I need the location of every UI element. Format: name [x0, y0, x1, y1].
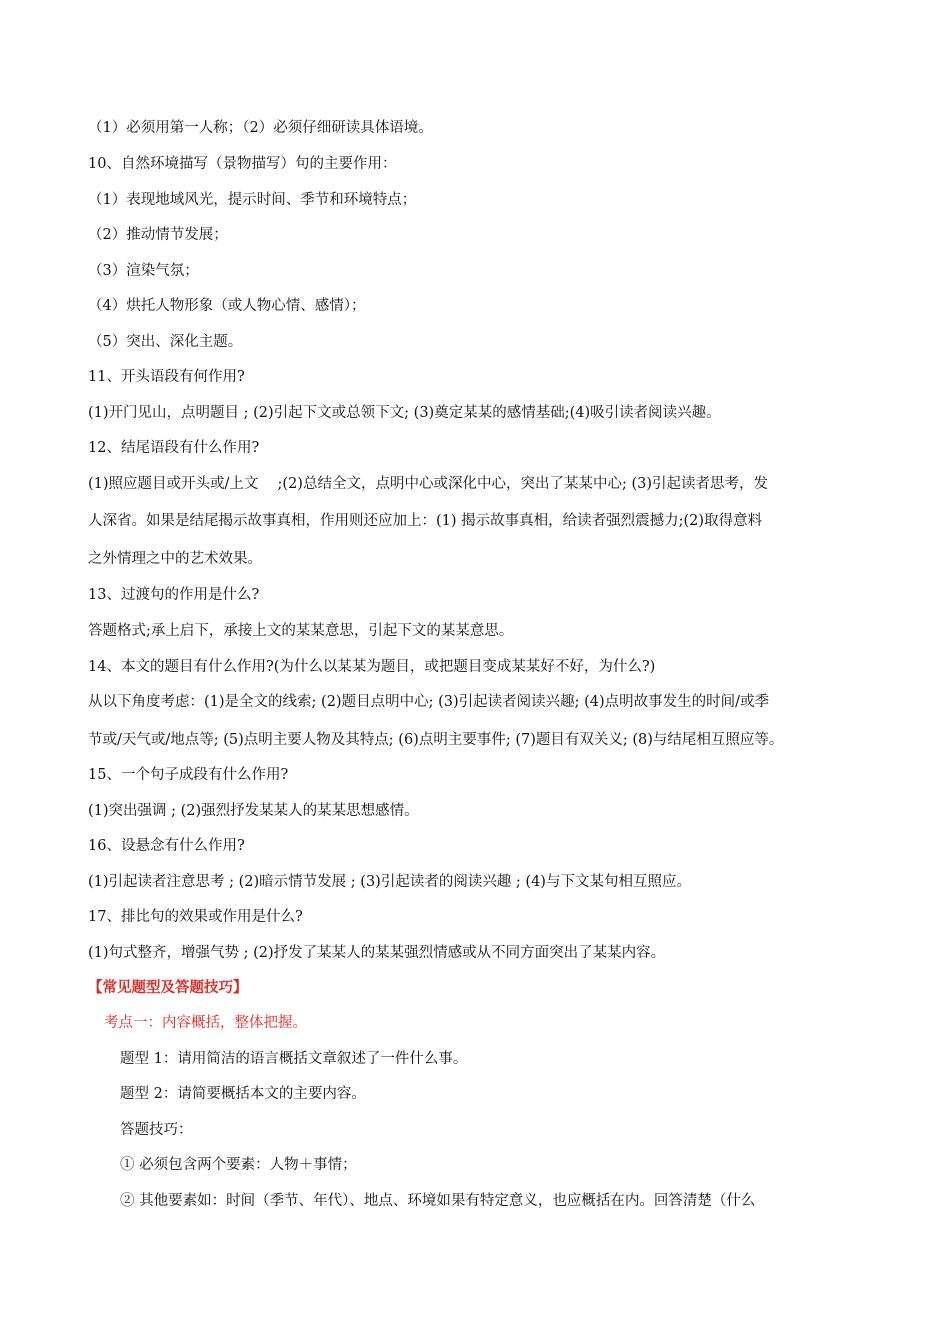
answer-tip-1: ① 必须包含两个要素：人物＋事情；: [120, 1157, 357, 1173]
text-line-9: (1)开门见山，点明题目 ; (2)引起下文或总领下文; (3)奠定某某的感情基础;(4)吸引读者阅读兴趣。: [88, 405, 721, 421]
text-line-17: 从以下角度考虑：(1)是全文的线索; (2)题目点明中心; (3)引起读者阅读兴趣; (4)点明故事发生的时间/或季: [88, 694, 770, 710]
section-heading-question-types: 【常见题型及答题技巧】: [88, 979, 248, 996]
heading-11: 11、开头语段有何作用?: [88, 369, 245, 385]
text-line-4: （2）推动情节发展；: [88, 227, 228, 243]
heading-16: 16、设悬念有什么作用?: [88, 838, 245, 854]
text-line-13: 之外情理之中的艺术效果。: [88, 551, 262, 567]
text-line-6: （4）烘托人物形象（或人物心情、感情）；: [88, 298, 366, 314]
text-line-20: (1)突出强调 ; (2)强烈抒发某某人的某某思想感情。: [88, 803, 419, 819]
heading-13: 13、过渡句的作用是什么?: [88, 587, 260, 603]
text-line-12: 人深省。如果是结尾揭示故事真相，作用则还应加上：(1) 揭示故事真相，给读者强烈震撼力;(2)取得意料: [88, 513, 763, 529]
text-line-7: （5）突出、深化主题。: [88, 334, 243, 350]
text-line-11: (1)照应题目或开头或/上文 ;(2)总结全文，点明中心或深化中心，突出了某某中心; (3)引起读者思考，发: [88, 476, 768, 492]
heading-14: 14、本文的题目有什么作用?(为什么以某某为题目，或把题目变成某某好不好，为什么?): [88, 659, 656, 675]
heading-12: 12、结尾语段有什么作用?: [88, 440, 260, 456]
text-line-22: (1)引起读者注意思考 ; (2)暗示情节发展 ; (3)引起读者的阅读兴趣 ; (4)与下文某句相互照应。: [88, 874, 691, 890]
question-type-1: 题型 1：请用简洁的语言概括文章叙述了一件什么事。: [120, 1051, 468, 1067]
heading-15: 15、一个句子成段有什么作用?: [88, 767, 289, 783]
heading-17: 17、排比句的效果或作用是什么?: [88, 909, 303, 925]
text-line-18: 节或/天气或/地点等; (5)点明主要人物及其特点; (6)点明主要事件; (7)题目有双关义; (8)与结尾相互照应等。: [88, 732, 784, 748]
answer-tip-2: ② 其他要素如：时间（季节、年代）、地点、环境如果有特定意义，也应概括在内。回答清楚（什么: [120, 1193, 756, 1209]
text-line-15: 答题格式;承上启下，承接上文的某某意思，引起下文的某某意思。: [88, 623, 514, 639]
text-line-1: （1）必须用第一人称；（2）必须仔细研读具体语境。: [88, 120, 433, 136]
text-line-3: （1）表现地域风光，提示时间、季节和环境特点；: [88, 192, 417, 208]
heading-10: 10、自然环境描写（景物描写）句的主要作用：: [88, 156, 397, 172]
text-line-5: （3）渲染气氛；: [88, 263, 199, 279]
question-type-2: 题型 2：请简要概括本文的主要内容。: [120, 1086, 366, 1102]
answer-tips-label: 答题技巧：: [120, 1122, 193, 1138]
subsection-heading-topic-1: 考点一：内容概括，整体把握。: [104, 1015, 307, 1031]
text-line-24: (1)句式整齐，增强气势 ; (2)抒发了某某人的某某强烈情感或从不同方面突出了某某内容。: [88, 945, 666, 961]
